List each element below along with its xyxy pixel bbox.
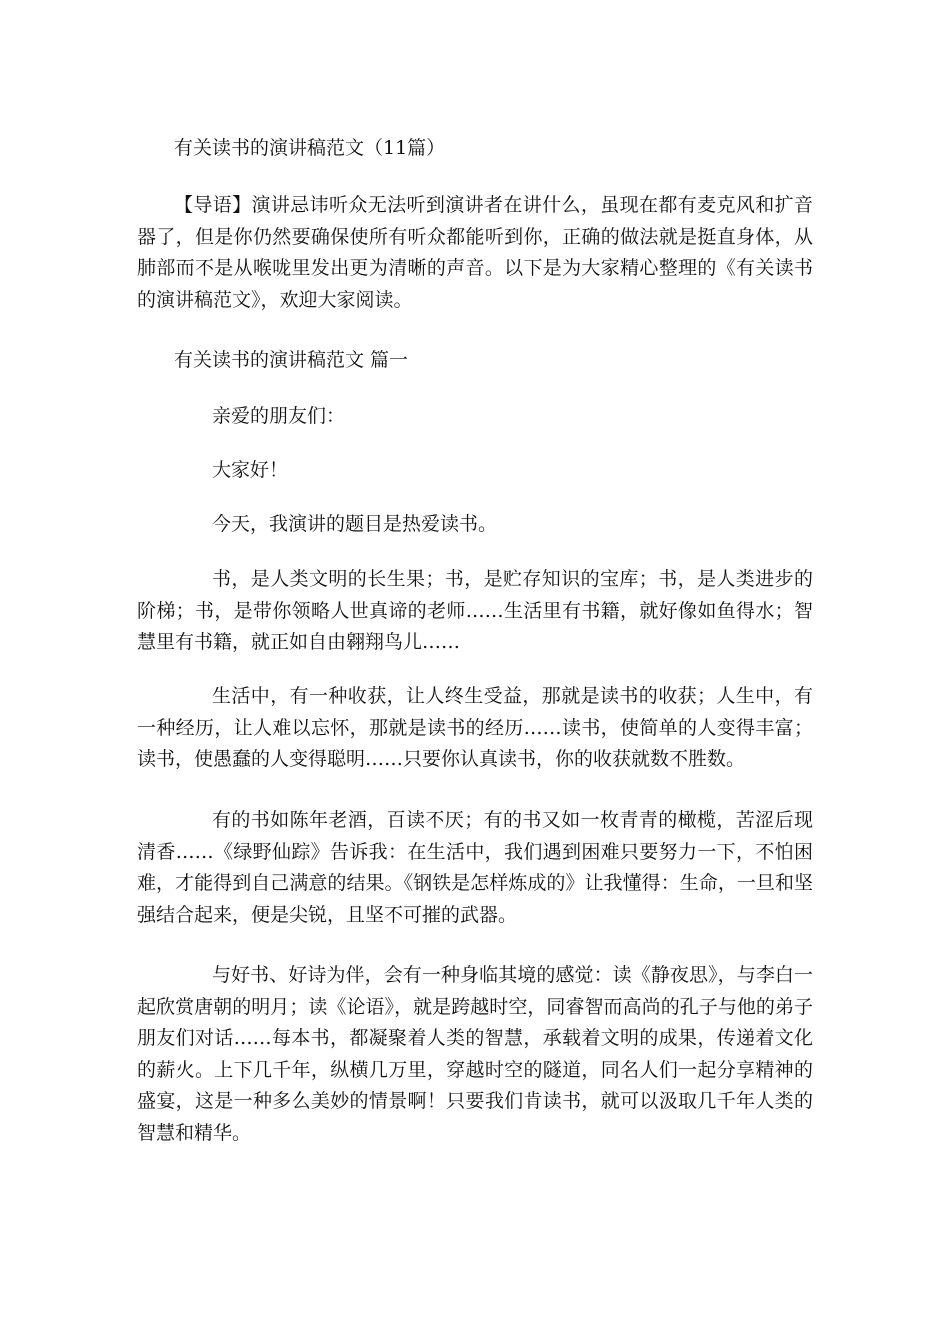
greeting-line: 亲爱的朋友们： [212,405,346,427]
body-paragraph-4: 与好书、好诗为伴，会有一种身临其境的感觉：读《静夜思》，与李白一起欣赏唐朝的明月；读《论语》，就是跨越时空，同睿智而高尚的孔子与他的弟子朋友们对话……每本书，都凝聚着人类的智慧，承载着文明的成果，传递着文化的薪火。上下几千年，纵横几万里，穿越时空的隧道，同名人们一起分享精神的盛宴，这是一种多么美妙的情景啊！只要我们肯读书，就可以汲取几千年人类的智慧和精华。 [137,964,813,1144]
body-paragraph-1: 书，是人类文明的长生果；书，是贮存知识的宝库；书，是人类进步的阶梯；书，是带你领略人世真谛的老师……生活里有书籍，就好像如鱼得水；智慧里有书籍，就正如自由翱翔鸟儿…… [137,568,813,653]
hello-line: 大家好！ [212,459,289,481]
body-paragraph-2: 生活中，有一种收获，让人终生受益，那就是读书的收获；人生中，有一种经历，让人难以忘怀，那就是读书的经历……读书，使简单的人变得丰富；读书，使愚蠢的人变得聪明……只要你认真读书，你的收获就数不胜数。 [137,685,813,770]
body-paragraph-3: 有的书如陈年老酒，百读不厌；有的书又如一枚青青的橄榄，苦涩后现清香……《绿野仙踪》告诉我：在生活中，我们遇到困难只要努力一下，不怕困难，才能得到自己满意的结果。《钢铁是怎样炼成的》让我懂得：生命，一旦和坚强结合起来，便是尖锐，且坚不可摧的武器。 [137,809,813,926]
document-title: 有关读书的演讲稿范文（11篇） [174,137,446,159]
section-heading: 有关读书的演讲稿范文 篇一 [174,349,409,371]
topic-line: 今天，我演讲的题目是热爱读书。 [212,513,498,535]
intro-paragraph: 【导语】演讲忌讳听众无法听到演讲者在讲什么，虽现在都有麦克风和扩音器了，但是你仍然要确保使所有听众都能听到你，正确的做法就是挺直身体，从肺部而不是从喉咙里发出更为清晰的声音。以下是为大家精心整理的《有关读书的演讲稿范文》，欢迎大家阅读。 [137,194,813,311]
